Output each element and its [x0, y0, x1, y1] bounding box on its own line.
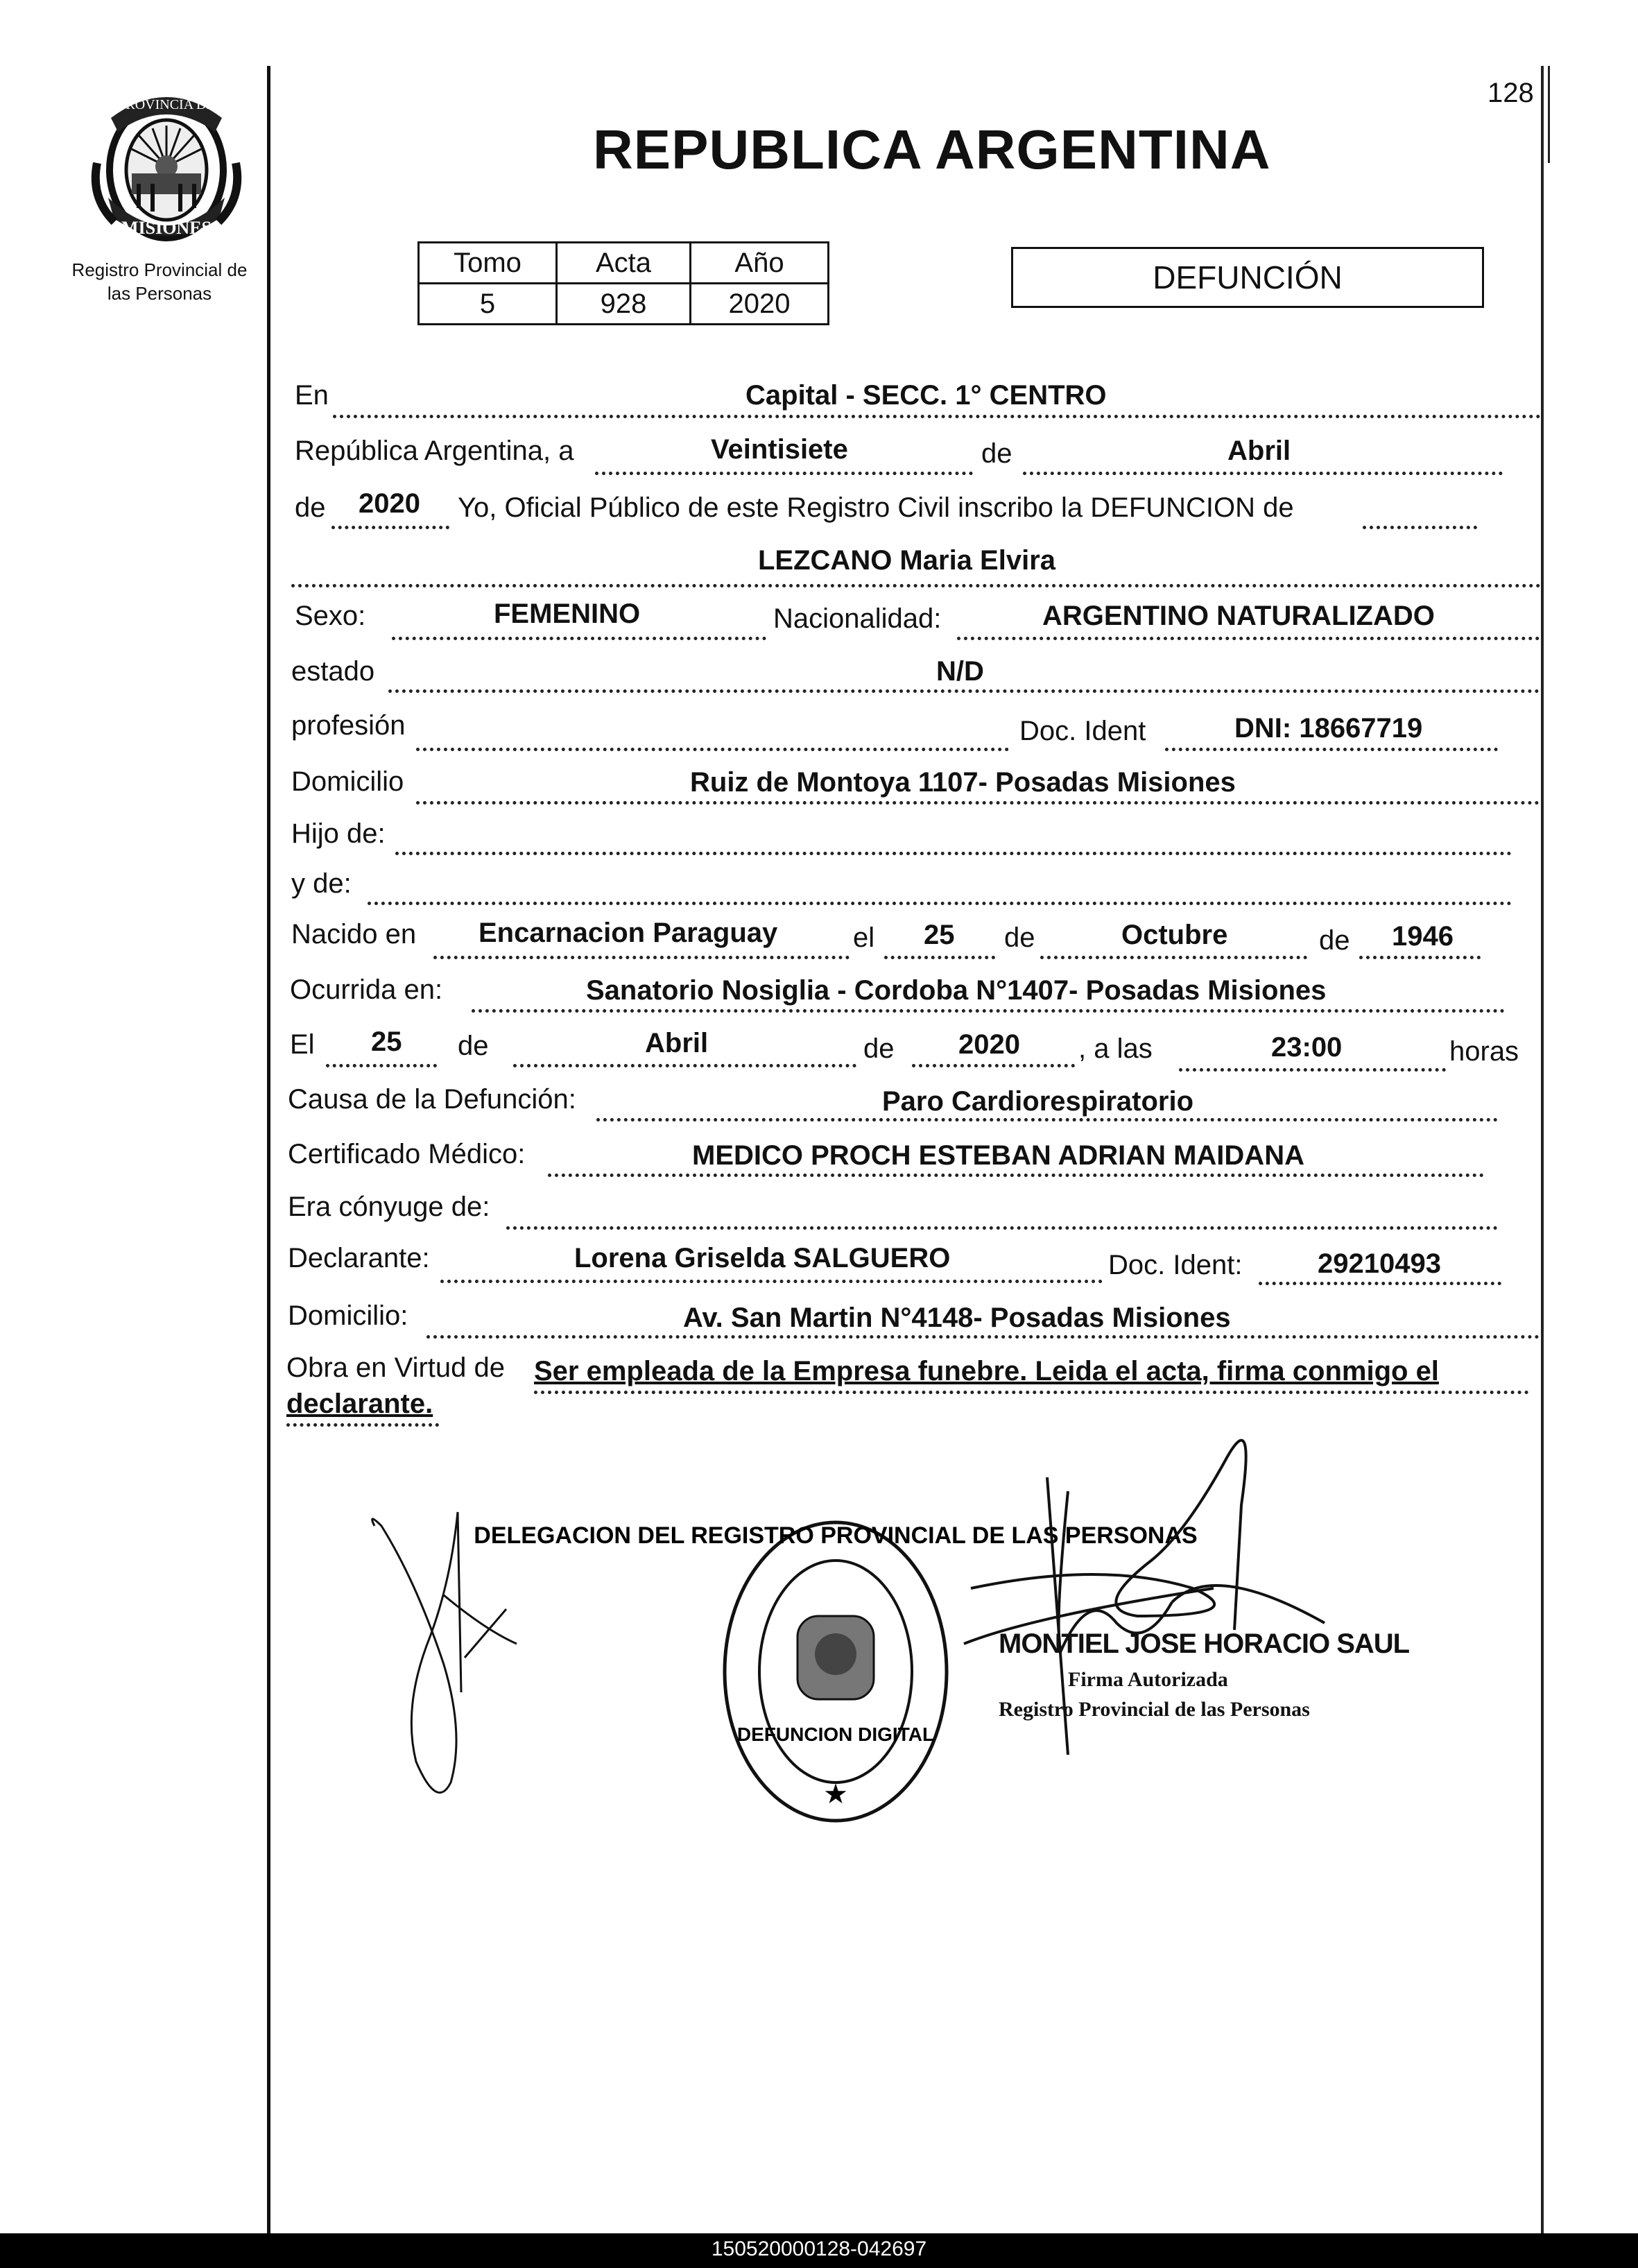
misiones-coat-of-arms-logo — [83, 80, 250, 246]
acta-header: Acta — [557, 243, 691, 284]
dotted-line — [433, 956, 850, 959]
label-nacido-en: Nacido en — [291, 919, 417, 950]
sexo-value: FEMENINO — [494, 599, 641, 629]
label-doc-ident-declarante: Doc. Ident: — [1108, 1250, 1243, 1280]
dotted-line — [1165, 748, 1498, 751]
dotted-line — [1040, 956, 1307, 959]
lugar-value: Capital - SECC. 1° CENTRO — [745, 380, 1107, 411]
label-el-upper: El — [290, 1029, 315, 1060]
star-icon: ★ — [823, 1779, 848, 1810]
domicilio-value: Ruiz de Montoya 1107- Posadas Misiones — [690, 767, 1236, 798]
label-conyuge: Era cónyuge de: — [288, 1192, 490, 1222]
dotted-line — [534, 1391, 1529, 1394]
dotted-line — [596, 1118, 1498, 1122]
anio-header: Año — [691, 243, 829, 284]
dotted-line — [884, 956, 995, 959]
label-de: de — [863, 1033, 895, 1064]
dotted-line — [506, 1226, 1498, 1230]
dotted-line — [472, 1009, 1505, 1013]
dotted-line — [395, 852, 1512, 855]
registro-label: Registro Provincial de las Personas — [71, 259, 248, 304]
dotted-line — [1259, 1282, 1501, 1285]
nac-anio-value: 1946 — [1392, 921, 1454, 952]
dotted-line — [595, 472, 973, 475]
dotted-line — [331, 526, 449, 529]
label-domicilio-declarante: Domicilio: — [288, 1300, 408, 1331]
label-de: de — [1004, 922, 1035, 953]
dotted-line — [291, 584, 1541, 587]
dotted-line — [1179, 1068, 1446, 1072]
label-horas: horas — [1449, 1036, 1519, 1067]
label-ocurrida-en: Ocurrida en: — [290, 974, 443, 1005]
dotted-line — [326, 1064, 437, 1067]
label-republica: República Argentina, a — [295, 436, 574, 466]
dia-letras-value: Veintisiete — [711, 434, 848, 465]
anio-value: 2020 — [691, 284, 829, 325]
dotted-line — [416, 801, 1540, 805]
dotted-line — [548, 1174, 1484, 1177]
def-hora-value: 23:00 — [1271, 1032, 1343, 1063]
label-yo: Yo, Oficial Público de este Registro Civil inscribo la DEFUNCION de — [458, 492, 1294, 523]
nacionalidad-value: ARGENTINO NATURALIZADO — [1042, 601, 1435, 631]
page-number: 128 — [1488, 78, 1534, 108]
def-mes-value: Abril — [645, 1028, 709, 1058]
nac-mes-value: Octubre — [1121, 920, 1228, 950]
dni-value: DNI: 18667719 — [1234, 713, 1423, 744]
label-el: el — [853, 922, 875, 953]
declarante-domicilio-value: Av. San Martin N°4148- Posadas Misiones — [683, 1303, 1231, 1333]
svg-text:MISIONES: MISIONES — [121, 218, 212, 238]
causa-value: Paro Cardiorespiratorio — [882, 1086, 1194, 1117]
label-de: de — [458, 1031, 489, 1061]
dotted-line — [388, 689, 1540, 693]
svg-text:DEFUNCION DIGITAL: DEFUNCION DIGITAL — [736, 1724, 935, 1745]
dotted-line — [1359, 956, 1481, 959]
declarante-value: Lorena Griselda SALGUERO — [574, 1243, 951, 1273]
label-de: de — [295, 492, 326, 523]
label-domicilio: Domicilio — [291, 766, 404, 797]
def-anio-value: 2020 — [958, 1029, 1020, 1060]
mes-value: Abril — [1227, 436, 1291, 466]
page-title: REPUBLICA ARGENTINA — [593, 119, 1271, 180]
dotted-line — [513, 1064, 856, 1067]
label-estado: estado — [291, 656, 375, 687]
ocurrida-value: Sanatorio Nosiglia - Cordoba N°1407- Posadas Misiones — [586, 975, 1327, 1006]
dotted-line — [426, 1335, 1540, 1339]
label-nacionalidad: Nacionalidad: — [773, 603, 942, 634]
anio-value: 2020 — [359, 488, 420, 519]
dotted-line — [912, 1064, 1075, 1067]
acta-value: 928 — [557, 284, 691, 325]
label-de: de — [1319, 925, 1350, 956]
dotted-line — [333, 415, 1541, 418]
nacido-en-value: Encarnacion Paraguay — [479, 918, 778, 948]
dotted-line — [416, 748, 1009, 751]
acta-reference-table — [417, 241, 829, 325]
tomo-value: 5 — [419, 284, 557, 325]
official-title: Firma Autorizada — [1068, 1668, 1228, 1691]
label-profesion: profesión — [291, 710, 406, 741]
dotted-line — [440, 1280, 1103, 1283]
dotted-line — [1023, 472, 1503, 475]
nombre-value: LEZCANO Maria Elvira — [758, 545, 1056, 576]
label-certificado: Certificado Médico: — [288, 1139, 526, 1169]
estado-value: N/D — [936, 656, 984, 687]
certificado-value: MEDICO PROCH ESTEBAN ADRIAN MAIDANA — [692, 1140, 1304, 1171]
label-obra: Obra en Virtud de — [286, 1352, 506, 1383]
official-organization: Registro Provincial de las Personas — [999, 1698, 1310, 1721]
left-margin-line — [267, 66, 270, 2237]
label-y-de: y de: — [291, 868, 352, 899]
label-declarante: Declarante: — [288, 1243, 430, 1273]
svg-text:DELEGACION DEL REGISTRO PROVIN: DELEGACION DEL REGISTRO PROVINCIAL DE LAS PERSONAS — [474, 1522, 1198, 1549]
footer-code: 150520000128-042697 — [711, 2237, 927, 2260]
label-de: de — [981, 438, 1012, 469]
official-name: MONTIEL JOSE HORACIO SAUL — [999, 1629, 1410, 1659]
label-causa: Causa de la Defunción: — [288, 1084, 576, 1115]
right-margin-line — [1541, 66, 1544, 2237]
def-dia-value: 25 — [371, 1026, 402, 1057]
label-en: En — [295, 380, 329, 411]
declarante-doc-value: 29210493 — [1318, 1248, 1441, 1279]
nac-dia-value: 25 — [924, 920, 955, 950]
dotted-line — [286, 1423, 439, 1427]
svg-text:PROVINCIA DE: PROVINCIA DE — [118, 97, 215, 112]
label-sexo: Sexo: — [295, 601, 366, 631]
obra-value-2: declarante. — [286, 1389, 433, 1419]
obra-value: Ser empleada de la Empresa funebre. Leida el acta, firma conmigo el — [534, 1356, 1439, 1386]
document-type-box: DEFUNCIÓN — [1011, 247, 1484, 308]
tomo-header: Tomo — [419, 243, 557, 284]
dotted-line — [1363, 526, 1477, 529]
label-doc-ident: Doc. Ident — [1019, 716, 1146, 746]
dotted-line — [392, 637, 766, 640]
dotted-line — [957, 637, 1540, 640]
right-margin-line-top — [1548, 66, 1550, 163]
label-hijo-de: Hijo de: — [291, 818, 386, 849]
dotted-line — [368, 902, 1512, 905]
label-a-las: , a las — [1078, 1033, 1153, 1064]
